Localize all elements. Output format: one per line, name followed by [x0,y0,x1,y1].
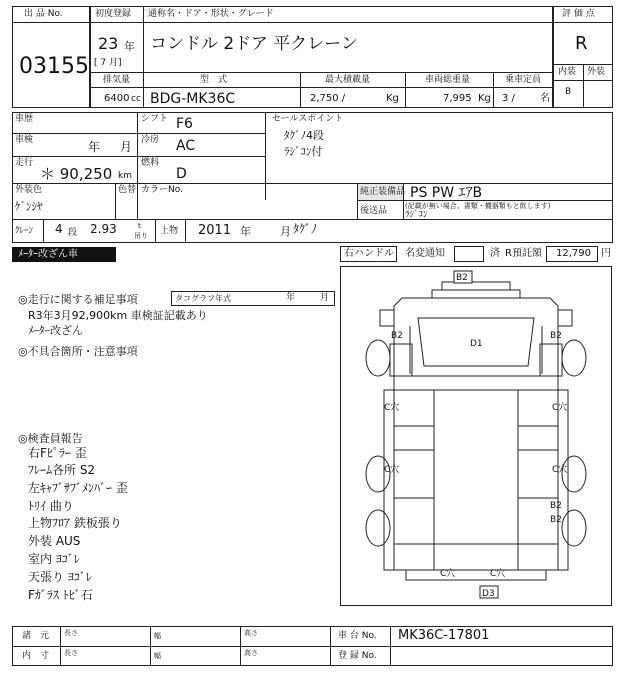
inner-height-label: 高さ [244,649,258,657]
mileage-label: 走行 [15,158,34,168]
exterior-color-label: 外装色 [15,185,43,195]
interior-grade-label: 内装 [558,67,577,77]
max-load-label: 最大積載量 [325,75,371,85]
lot-number: 03155 [19,54,89,79]
damage-mark: C穴 [552,465,568,475]
supplement-line-1: R3年3月92,900km 車検証記載あり [28,309,208,322]
inspector-line: 外装 AUS [28,534,81,548]
tachograph-label: タコグラフ年式 [175,294,231,303]
damage-mark: D1 [470,339,483,349]
inspection-month-unit: 月 [120,140,133,154]
ac-value: AC [176,138,196,154]
dims-label: 諸 元 [22,631,50,641]
cargo-bed [394,390,558,570]
front-left-wheel [366,340,390,376]
rear-right-wheel [562,510,586,546]
inspector-line: 上物ﾌﾛｱ 鉄板張り [28,516,122,530]
inspector-line: 左ｷｬﾌﾞｻﾌﾞﾒﾝﾊﾞｰ 歪 [28,481,128,495]
windshield-top [432,290,520,298]
crane-stage-unit: 段 [68,228,78,238]
damage-mark: B2 [550,501,562,511]
inspector-line: ﾌﾚｰﾑ各所 S2 [28,463,96,477]
fuel-value: D [176,166,187,182]
deposit-unit: 円 [601,248,611,259]
chassis-value: MK36C-17801 [398,628,490,643]
height-label: 高さ [244,629,258,637]
model-value: BDG-MK36C [150,91,236,107]
body-year: 2011 [198,223,232,238]
damage-mark: B2 [550,515,562,525]
deposit-prefix: 済 [490,248,500,259]
rear-left-wheel [366,510,390,546]
supplement-line-2: ﾒｰﾀｰ改ざん [28,324,83,337]
tachograph-month-unit: 月 [320,293,330,303]
cab-outline [394,298,558,376]
damage-mark: B2 [391,331,403,341]
registration-year: 23 [98,34,119,53]
deposit-label: R預託額 [505,248,542,259]
right-mirror [558,310,572,326]
truck-diagram [340,266,612,606]
body-label: 上物 [160,226,179,236]
gross-weight-unit: Kg [478,93,491,104]
displacement-label: 排気量 [103,75,131,85]
first-registration-label: 初度登録 [95,9,132,19]
exterior-grade-label: 外装 [587,67,606,77]
damage-mark: C穴 [490,569,506,579]
inspector-line: 室内 ﾖｺﾞﾚ [28,552,80,566]
registration-month: [ 7 月] [94,58,122,68]
damage-mark: C穴 [440,569,456,579]
max-load-unit: Kg [386,93,399,104]
registration-number-label: 登 録 No. [338,651,377,661]
capacity-value: 3 / [502,93,515,104]
lot-number-label: 出 品 No. [24,9,63,19]
aftermarket-note: (記載が無い場合、書類・機器類もと飲します) [405,202,551,210]
length-label: 長さ [64,629,78,637]
vehicle-name: コンドル 2ドア 平クレーン [150,34,358,54]
damage-mark: D3 [482,589,495,599]
damage-mark: C穴 [384,465,400,475]
gross-weight-value: 7,995 [443,93,472,104]
vehicle-name-label: 通称名・ドア・形状・グレード [148,9,274,19]
crane-tons-unit-top: t [138,222,141,230]
capacity-unit: 名 [540,93,550,104]
body-year-unit: 年 [240,225,251,238]
registration-year-unit: 年 [124,40,135,53]
inspector-line: 右Fﾋﾟﾗｰ 歪 [28,446,87,460]
color-change-label: 色替 [118,185,137,195]
damage-mark: C穴 [384,403,400,413]
sales-point-1: ﾀｸﾞﾉ4段 [284,129,324,142]
damage-mark: B2 [550,331,562,341]
name-change-box [454,246,484,262]
left-mirror [380,310,394,326]
aftermarket-label: 後送品 [360,206,388,216]
fuel-label: 燃料 [141,158,160,168]
inspection-label: 車検 [15,135,34,145]
mileage-value: ＊ 90,250 [40,165,113,183]
shift-value: F6 [176,116,193,132]
equipment-value: PS PW ｴｱB [410,185,483,201]
inner-width-label: 幅 [154,652,161,660]
chassis-label: 車 台 No. [338,631,377,641]
equipment-label: 純正装備品 [360,187,406,197]
damage-mark: C穴 [552,403,568,413]
shift-label: シフト [141,114,169,124]
displacement-unit: cc [131,94,141,104]
inspection-year-unit: 年 [88,140,101,154]
inspector-line: 天張り ﾖｺﾞﾚ [28,570,92,584]
damage-mark: B2 [456,273,468,283]
body-maker: ﾀｸﾞﾉ [293,222,318,236]
aftermarket-value: ﾗｼﾞｺﾝ [405,210,428,220]
inspector-line: Fｶﾞﾗｽ ﾄﾋﾞ石 [28,588,93,602]
displacement-value: 6400 [104,93,130,104]
front-right-wheel [562,340,586,376]
crane-stage: 4 [55,222,63,236]
rating-label: 評 価 点 [562,9,595,19]
ac-label: 冷房 [141,135,160,145]
defects-title: ◎不具合箇所・注意事項 [18,345,138,358]
interior-grade-value: B [565,87,572,97]
color-number-label: カラーNo. [141,185,183,195]
tachograph-year-unit: 年 [286,293,296,303]
width-label: 幅 [154,632,161,640]
sales-point-2: ﾗｼﾞｺﾝ付 [284,145,323,158]
inspector-title: ◎検査員報告 [18,432,83,445]
crane-label: ｸﾚｰﾝ [15,226,34,236]
inner-length-label: 長さ [64,649,78,657]
deposit-value: 12,790 [556,248,591,259]
name-change-label: 名変通知 [405,248,445,259]
supplement-title: ◎走行に関する補足事項 [18,293,138,306]
model-label: 型 式 [200,75,228,85]
exterior-color-value: ｹﾞﾝｼﾔ [15,200,43,213]
rating-value: R [575,33,588,54]
crane-tons-unit-bottom: 吊り [134,232,148,240]
inspector-line: ﾄﾘｲ 曲り [28,499,74,513]
rhd-label: 右ハンドル [344,248,394,259]
rear-gate [406,570,546,580]
inner-dims-label: 内 寸 [22,651,50,661]
body-month-unit: 月 [280,225,291,238]
odometer-tamper-text: ﾒｰﾀｰ改ざん車 [18,249,78,260]
capacity-label: 乗車定員 [505,75,542,85]
crane-tons: 2.93 [90,222,117,236]
gross-weight-label: 車両総重量 [425,75,471,85]
sales-points-label: セールスポイント [272,114,344,124]
mileage-unit: km [118,171,132,181]
max-load-value: 2,750 / [310,93,346,104]
history-label: 車歴 [15,114,34,124]
